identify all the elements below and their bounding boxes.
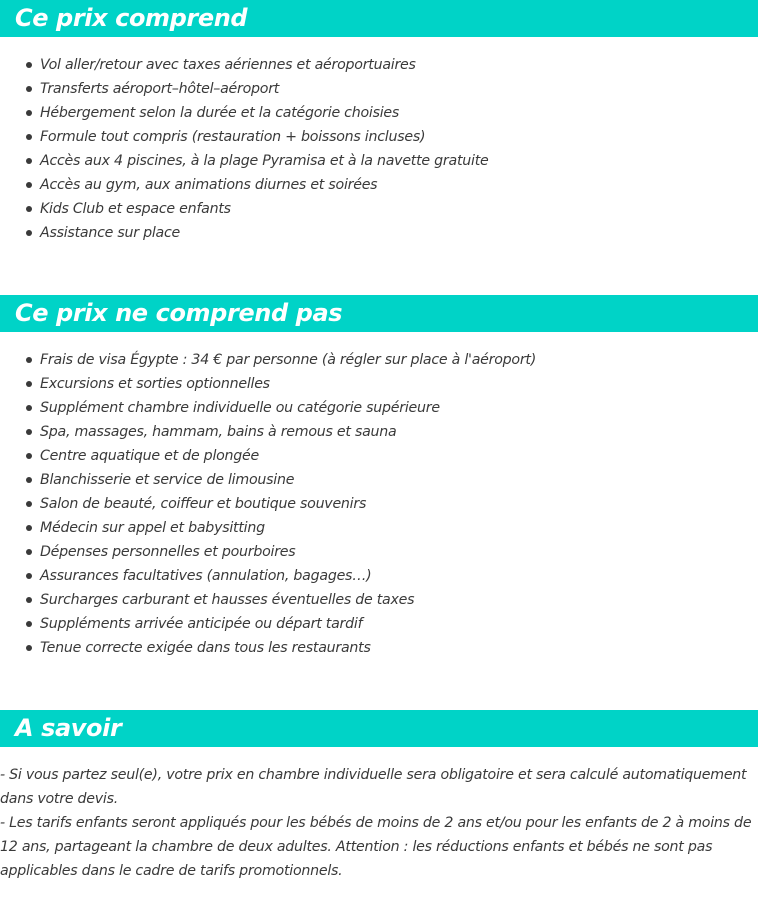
list-item: Vol aller/retour avec taxes aériennes et aéroportuaires — [0, 53, 489, 77]
bullet-icon — [26, 134, 32, 140]
list-item: Frais de visa Égypte : 34 € par personne (à régler sur place à l'aéroport) — [0, 348, 536, 372]
list-item: Transferts aéroport–hôtel–aéroport — [0, 77, 489, 101]
bullet-icon — [26, 381, 32, 387]
list-item: Assurances facultatives (annulation, bagages…) — [0, 564, 536, 588]
bullet-icon — [26, 573, 32, 579]
list-item: Suppléments arrivée anticipée ou départ tardif — [0, 612, 536, 636]
section-header-included: Ce prix comprend — [0, 0, 758, 37]
bullet-icon — [26, 621, 32, 627]
section-header-good-to-know: A savoir — [0, 710, 758, 747]
list-item: Supplément chambre individuelle ou catégorie supérieure — [0, 396, 536, 420]
bullet-icon — [26, 429, 32, 435]
list-item: Salon de beauté, coiffeur et boutique souvenirs — [0, 492, 536, 516]
bullet-icon — [26, 645, 32, 651]
list-item: Médecin sur appel et babysitting — [0, 516, 536, 540]
list-item: Kids Club et espace enfants — [0, 197, 489, 221]
not-included-list — [0, 348, 536, 660]
list-item: Surcharges carburant et hausses éventuelles de taxes — [0, 588, 536, 612]
list-item: Spa, massages, hammam, bains à remous et sauna — [0, 420, 536, 444]
bullet-icon — [26, 525, 32, 531]
bullet-icon — [26, 206, 32, 212]
info-paragraph-children: - Les tarifs enfants seront appliqués pour les bébés de moins de 2 ans et/ou pour les enfants de 2 à moins de 12 ans, partageant la chambre de deux adultes. Attention : les réductions enfants et bébés ne sont pas applicables dans le cadre de tarifs promotionnels. — [0, 815, 752, 879]
list-item: Formule tout compris (restauration + boissons incluses) — [0, 125, 489, 149]
list-item: Tenue correcte exigée dans tous les restaurants — [0, 636, 536, 660]
included-list — [0, 53, 489, 245]
bullet-icon — [26, 549, 32, 555]
bullet-icon — [26, 158, 32, 164]
info-paragraph-solo: - Si vous partez seul(e), votre prix en chambre individuelle sera obligatoire et sera calculé automatiquement dans votre devis. — [0, 767, 747, 807]
bullet-icon — [26, 477, 32, 483]
bullet-icon — [26, 62, 32, 68]
bullet-icon — [26, 357, 32, 363]
bullet-icon — [26, 230, 32, 236]
bullet-icon — [26, 597, 32, 603]
list-item: Excursions et sorties optionnelles — [0, 372, 536, 396]
bullet-icon — [26, 501, 32, 507]
list-item: Centre aquatique et de plongée — [0, 444, 536, 468]
bullet-icon — [26, 182, 32, 188]
bullet-icon — [26, 86, 32, 92]
list-item: Accès aux 4 piscines, à la plage Pyramisa et à la navette gratuite — [0, 149, 489, 173]
list-item: Accès au gym, aux animations diurnes et soirées — [0, 173, 489, 197]
bullet-icon — [26, 453, 32, 459]
bullet-icon — [26, 405, 32, 411]
section-header-not-included: Ce prix ne comprend pas — [0, 295, 758, 332]
list-item: Blanchisserie et service de limousine — [0, 468, 536, 492]
list-item: Assistance sur place — [0, 221, 489, 245]
list-item: Dépenses personnelles et pourboires — [0, 540, 536, 564]
bullet-icon — [26, 110, 32, 116]
list-item: Hébergement selon la durée et la catégorie choisies — [0, 101, 489, 125]
